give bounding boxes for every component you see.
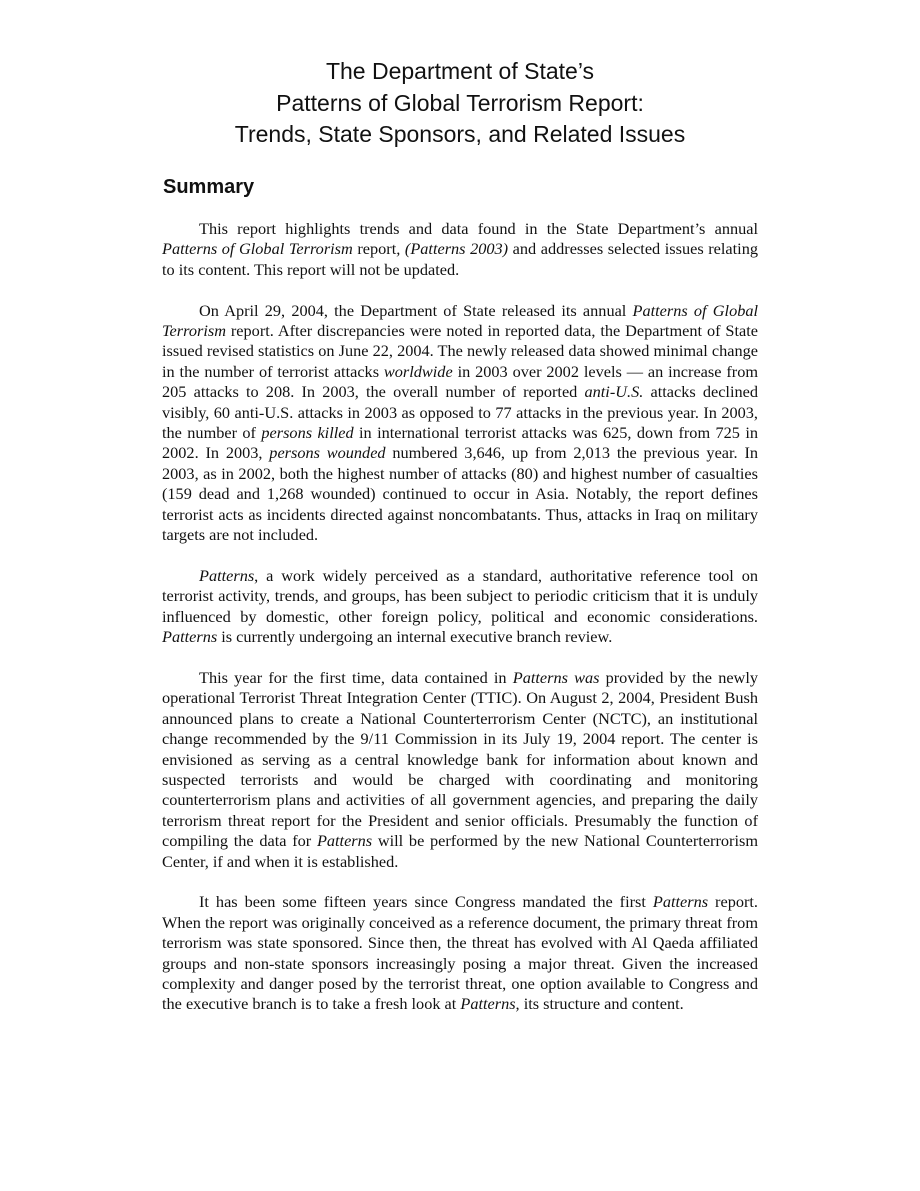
italic-text-run: , <box>396 239 401 259</box>
summary-paragraph <box>162 566 758 648</box>
italic-text-run: worldwide <box>383 361 453 381</box>
text-run: , a work widely perceived as a standard, authoritative reference tool on terrorist activity, trends, and groups, has been subject to periodic criticism that it is unduly influenced by domestic, other foreign policy, political and economic considerations. <box>162 565 758 626</box>
italic-text-run: anti-U.S. <box>584 382 644 402</box>
italic-text-run: Patterns <box>316 831 373 851</box>
summary-paragraph <box>162 892 758 1014</box>
text-run: It has been some fifteen years since Congress mandated the first <box>199 892 653 912</box>
italic-text-run: persons killed <box>261 423 354 443</box>
text-run: numbered 3,646, up from 2,013 the previous year. In 2003, as in 2002, both the highest number of attacks (80) and highest number of casualties (159 dead and 1,268 wounded) continued to occur in Asia. Notably, the report defines terrorist acts as incidents directed against noncombatants. Thus, attacks in Iraq on military targets are not included. <box>162 443 759 545</box>
italic-text-run: Patterns, <box>460 994 520 1014</box>
text-run: will be performed by the new National Counterterrorism Center, if and when it is established. <box>162 831 758 871</box>
text-run: report. After discrepancies were noted in reported data, the Department of State issued revised statistics on June 22, 2004. The newly released data showed minimal change in the number of terrorist attacks <box>162 321 758 381</box>
text-run: is currently undergoing an internal executive branch review. <box>217 627 613 647</box>
text-run: its structure and content. <box>519 994 684 1014</box>
italic-text-run: Patterns <box>162 627 218 647</box>
report-title-line-1: The Department of State’s <box>325 58 595 84</box>
italic-text-run: (Patterns 2003) <box>404 239 509 259</box>
summary-paragraph <box>162 668 758 872</box>
text-run: report. When the report was originally conceived as a reference document, the primary threat from terrorism was state sponsored. Since then, the threat has evolved with Al Qaeda affiliated groups and non-state sponsors increasingly posing a major threat. Given the increased complexity and danger posed by the terrorist threat, one option available to Congress and the executive branch is to take a fresh look at <box>162 892 758 1014</box>
text-run: and addresses selected issues relating to its content. This report will not be updated. <box>162 239 758 279</box>
italic-text-run: Patterns <box>199 565 255 585</box>
italic-text-run: Patterns of Global Terrorism <box>162 239 353 259</box>
report-title <box>160 56 760 151</box>
text-run: This year for the first time, data contained in <box>199 667 513 687</box>
report-title-line-3: Trends, State Sponsors, and Related Issues <box>234 121 686 147</box>
italic-text-run: Patterns of Global Terrorism <box>162 300 759 341</box>
italic-text-run: Patterns <box>652 892 709 912</box>
italic-text-run: persons wounded <box>269 443 386 463</box>
summary-paragraph <box>162 219 758 280</box>
summary-body <box>162 219 758 1035</box>
summary-paragraph <box>162 301 758 546</box>
text-run: attacks declined visibly, 60 anti-U.S. attacks in 2003 as opposed to 77 attacks in the previous year. In 2003, the number of <box>162 382 758 443</box>
text-run: report <box>352 239 397 259</box>
text-run: On April 29, 2004, the Department of State released its annual <box>199 300 633 320</box>
text-run: provided by the newly operational Terrorist Threat Integration Center (TTIC). On August 2, 2004, President Bush announced plans to create a National Counterterrorism Center (NCTC), an institutional change recommended by the 9/11 Commission in its July 19, 2004 report. The center is envisioned as serving as a central knowledge bank for information about known and suspected terrorists and would be charged with coordinating and monitoring counterterrorism plans and activities of all government agencies, and preparing the daily terrorism threat report for the President and senior officials. Presumably the function of compiling the data for <box>162 667 758 851</box>
report-title-line-2: Patterns of Global Terrorism Report: <box>276 89 644 116</box>
italic-text-run: Patterns was <box>512 667 600 687</box>
text-run: This report highlights trends and data found in the State Department’s annual <box>199 219 758 238</box>
text-run: in international terrorist attacks was 625, down from 725 in 2002. In 2003, <box>162 423 758 463</box>
section-heading: Summary <box>163 176 255 198</box>
text-run: in 2003 over 2002 levels — an increase from 205 attacks to 208. In 2003, the overall number of reported <box>162 361 758 402</box>
